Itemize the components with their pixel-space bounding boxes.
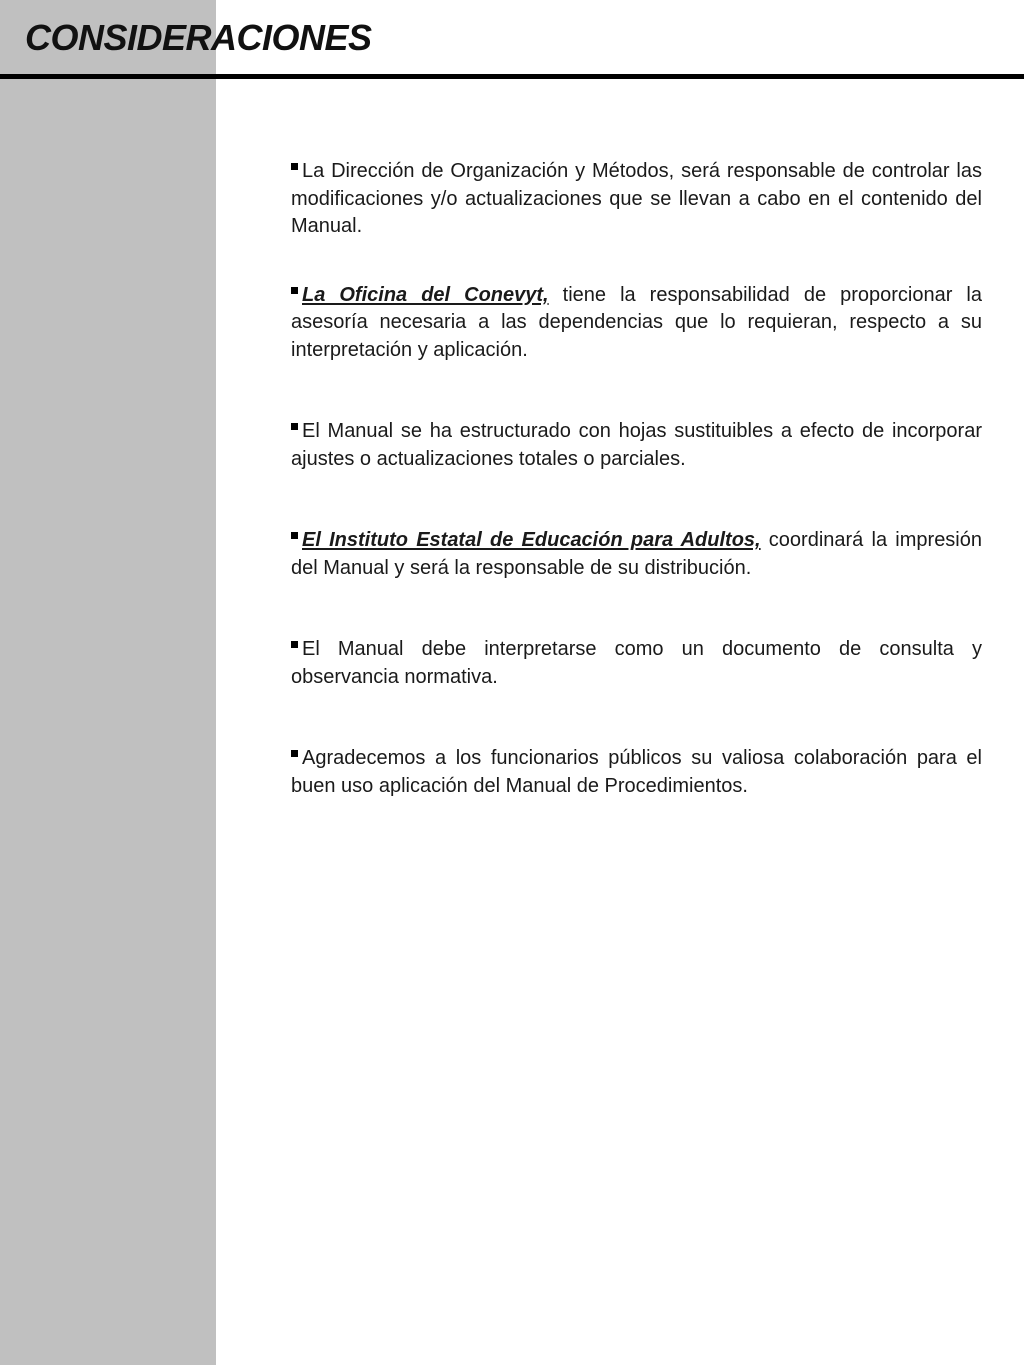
consideration-item [291, 745, 982, 800]
consideration-item [291, 636, 982, 691]
consideration-emphasis: La Oficina del Conevyt, [302, 283, 549, 306]
square-bullet-icon [291, 423, 298, 430]
consideration-text: Agradecemos a los funcionarios públicos su valiosa colaboración para el buen uso aplicación del Manual de Procedimientos. [291, 747, 982, 797]
square-bullet-icon [291, 641, 298, 648]
square-bullet-icon [291, 532, 298, 539]
consideration-text: El Manual debe interpretarse como un documento de consulta y observancia normativa. [291, 638, 982, 688]
page-title: CONSIDERACIONES [25, 17, 372, 58]
left-sidebar-band [0, 0, 216, 1365]
consideration-emphasis: El Instituto Estatal de Educación para Adultos, [302, 529, 761, 551]
consideration-item [291, 527, 982, 582]
consideration-text: coordinará la impresión del Manual y será la responsable de su distribución. [291, 529, 982, 579]
consideration-text: La Dirección de Organización y Métodos, será responsable de controlar las modificaciones y/o actualizaciones que se llevan a cabo en el contenido del Manual. [291, 160, 982, 237]
considerations-list [291, 158, 982, 800]
consideration-text: tiene la responsabilidad de proporcionar la asesoría necesaria a las dependencias que lo requieran, respecto a su interpretación y aplicación. [291, 283, 982, 361]
title-divider [0, 74, 1024, 79]
square-bullet-icon [291, 287, 298, 294]
consideration-item [291, 158, 982, 241]
consideration-item [291, 282, 982, 365]
consideration-item [291, 418, 982, 473]
square-bullet-icon [291, 750, 298, 757]
consideration-text: El Manual se ha estructurado con hojas sustituibles a efecto de incorporar ajustes o actualizaciones totales o parciales. [291, 420, 982, 470]
square-bullet-icon [291, 163, 298, 170]
